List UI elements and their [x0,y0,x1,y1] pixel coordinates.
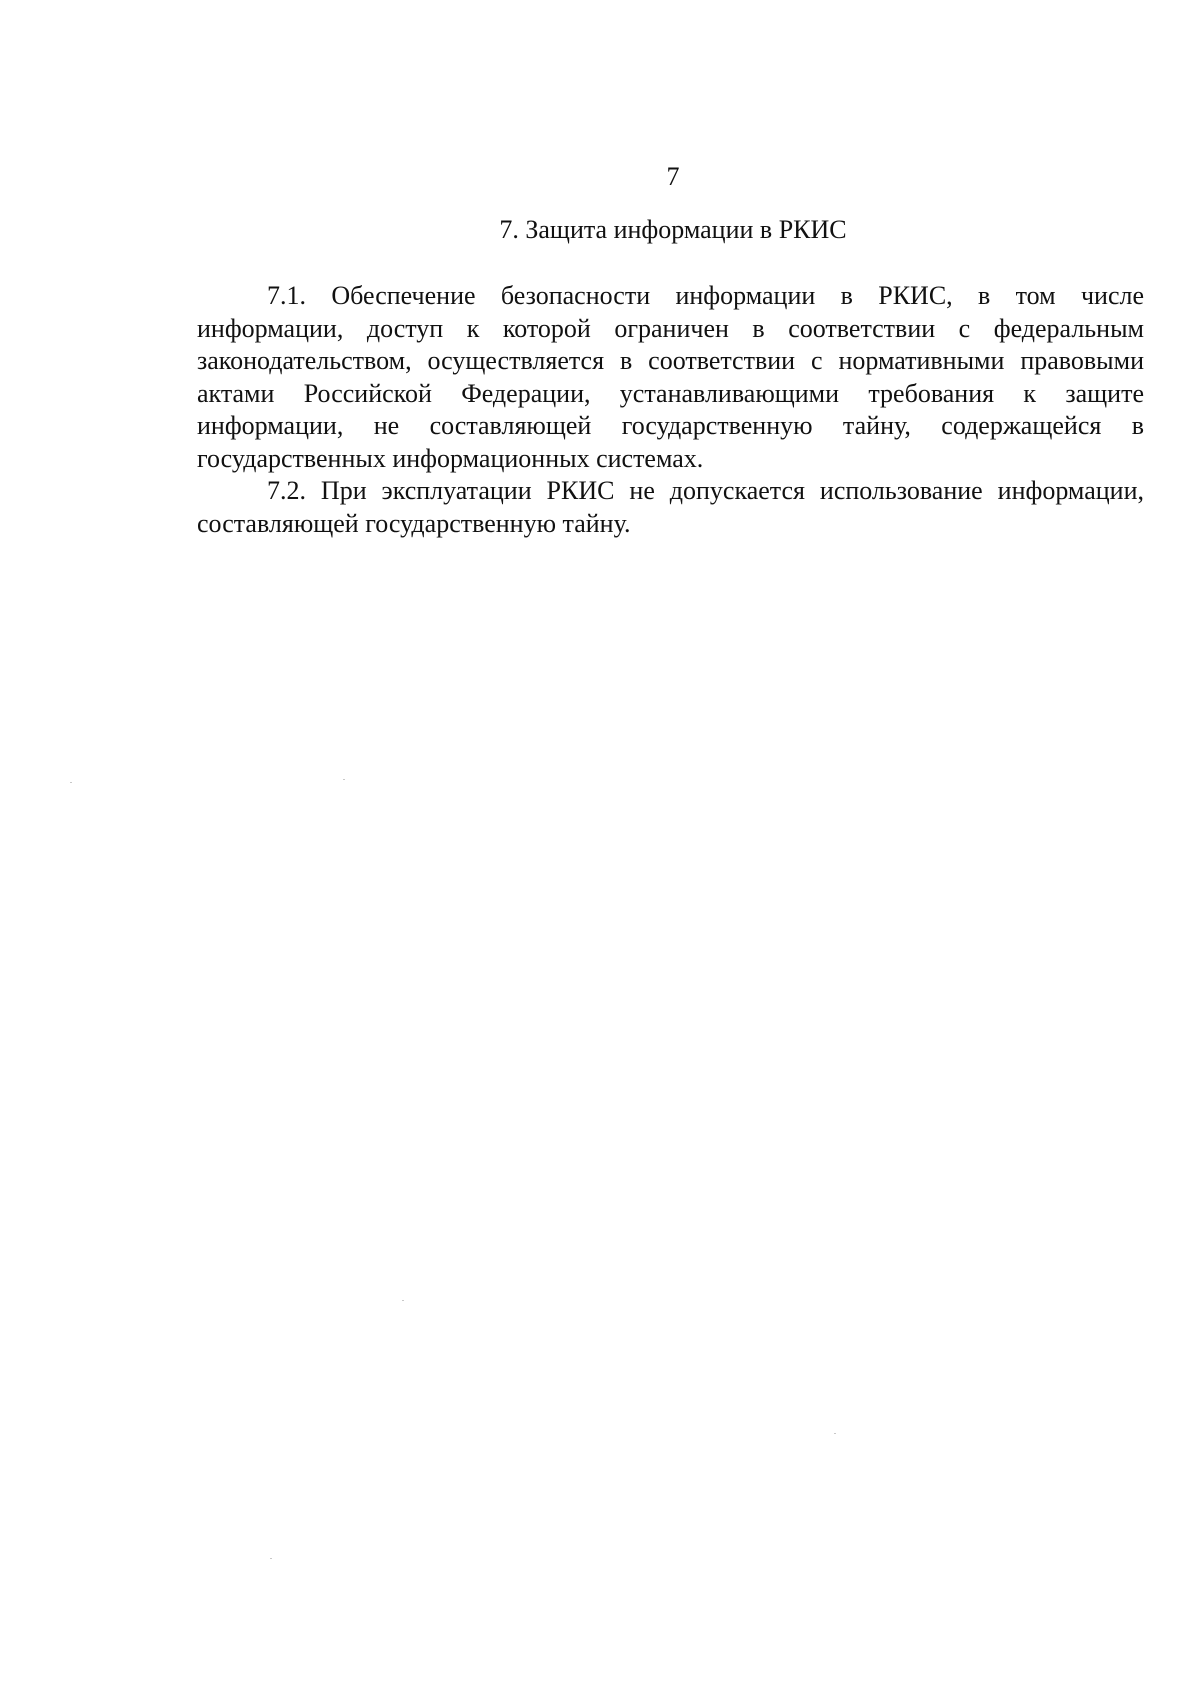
body-text [197,280,1144,540]
scan-speck [270,1558,272,1559]
scan-speck [834,1433,836,1434]
scan-speck [402,1300,404,1301]
scan-speck [343,779,345,780]
paragraph-7-2: 7.2. При эксплуатации РКИС не допускается использование информации, составляющей государственную тайну. [197,476,1144,538]
paragraph-7-1: 7.1. Обеспечение безопасности информации в РКИС, в том числе информации, доступ к которой ограничен в соответствии с федеральным законодательством, осуществляется в соответствии с нормативными правовыми актами Российской Федерации, устанавливающими требования к защите информации, не составляющей государственную тайну, содержащейся в государственных информационных системах. [197,281,1144,473]
scan-speck [70,782,72,783]
section-title: 7. Защита информации в РКИС [499,215,847,244]
page-number: 7 [666,162,680,191]
